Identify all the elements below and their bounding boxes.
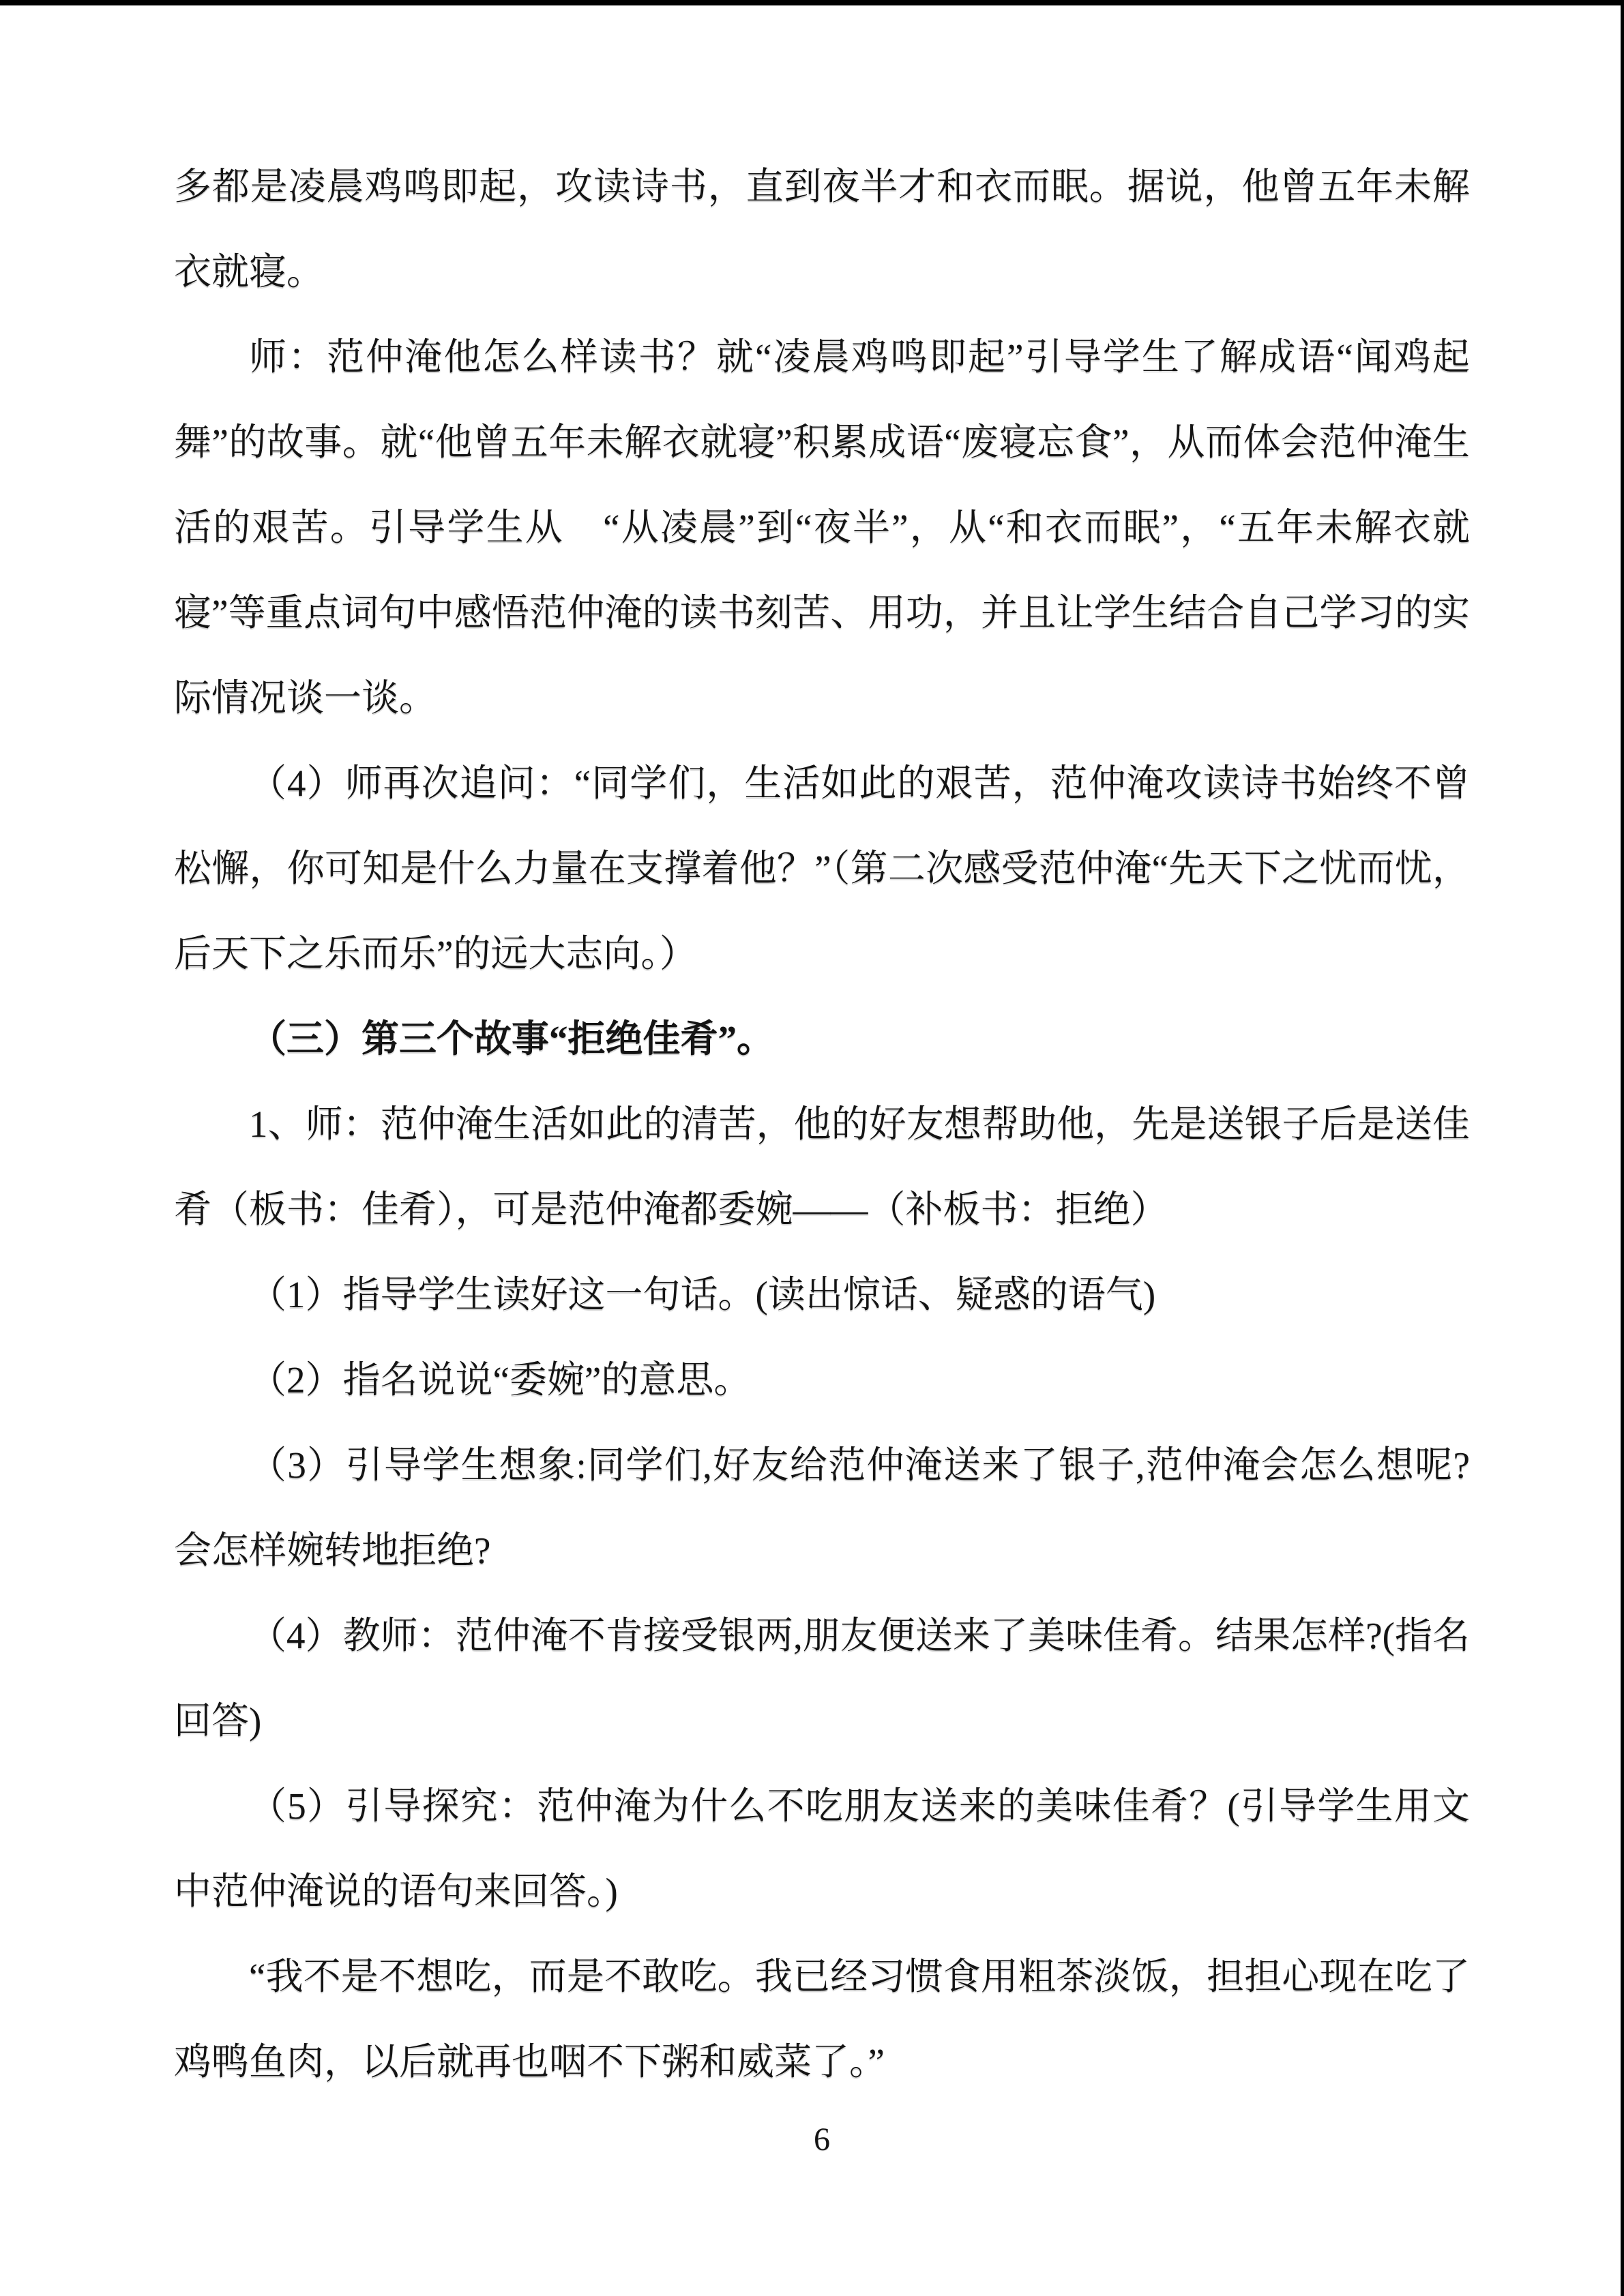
paragraph-step2-word-meaning: （2）指名说说“委婉”的意思。 [249, 1359, 752, 1401]
paragraph-step5-explore: （5）引导探究：范仲淹为什么不吃朋友送来的美味佳肴？(引导学生用文中范仲淹说的语句来回答。) [174, 1785, 1470, 1912]
paragraph-step1-guide-reading: （1）指导学生读好这一句话。(读出惊话、疑惑的语气) [249, 1274, 1156, 1315]
page-footer [174, 2119, 1470, 2160]
paragraph-step3-imagine: （3）引导学生想象:同学们,好友给范仲淹送来了银子,范仲淹会怎么想呢?会怎样婉转地拒绝? [174, 1444, 1470, 1571]
paragraph-1-teacher-intro: 1、师：范仲淹生活如此的清苦，他的好友想帮助他，先是送银子后是送佳肴（板书：佳肴），可是范仲淹都委婉——（补板书：拒绝） [174, 1103, 1470, 1230]
scan-artifact-right-edge [1621, 0, 1624, 2296]
paragraph-continuation: 多都是凌晨鸡鸣即起，攻读诗书，直到夜半才和衣而眠。据说，他曾五年未解衣就寝。 [174, 166, 1470, 293]
scan-artifact-top-edge [0, 0, 1624, 5]
paragraph-step4-followup: （4）师再次追问：“同学们，生活如此的艰苦，范仲淹攻读诗书始终不曾松懈，你可知是什么力量在支撑着他？”（第二次感受范仲淹“先天下之忧而忧，后天下之乐而乐”的远大志向。） [174, 762, 1470, 974]
paragraph-teacher-question: 师：范仲淹他怎么样读书？就“凌晨鸡鸣即起”引导学生了解成语“闻鸡起舞”的故事。就“他曾五年未解衣就寝”积累成语“废寝忘食”，从而体会范仲淹生活的艰苦。引导学生从 “从凌晨”到“夜半”，从“和衣而眠”，“五年未解衣就寝”等重点词句中感悟范仲淹的读书刻苦、用功，并且让学生结合自己学习的实际情况谈一谈。 [174, 336, 1470, 719]
document-body [174, 144, 1470, 2104]
paragraph-step4-teacher: （4）教师：范仲淹不肯接受银两,朋友便送来了美味佳肴。结果怎样?(指名回答) [174, 1615, 1470, 1742]
section-heading-third-story: （三）第三个故事“拒绝佳肴”。 [249, 1018, 775, 1060]
paragraph-quote-fanzhongyan: “我不是不想吃，而是不敢吃。我已经习惯食用粗茶淡饭，担担心现在吃了鸡鸭鱼肉，以后就再也咽不下粥和威菜了。” [174, 1956, 1470, 2083]
page-number: 6 [814, 2121, 830, 2158]
